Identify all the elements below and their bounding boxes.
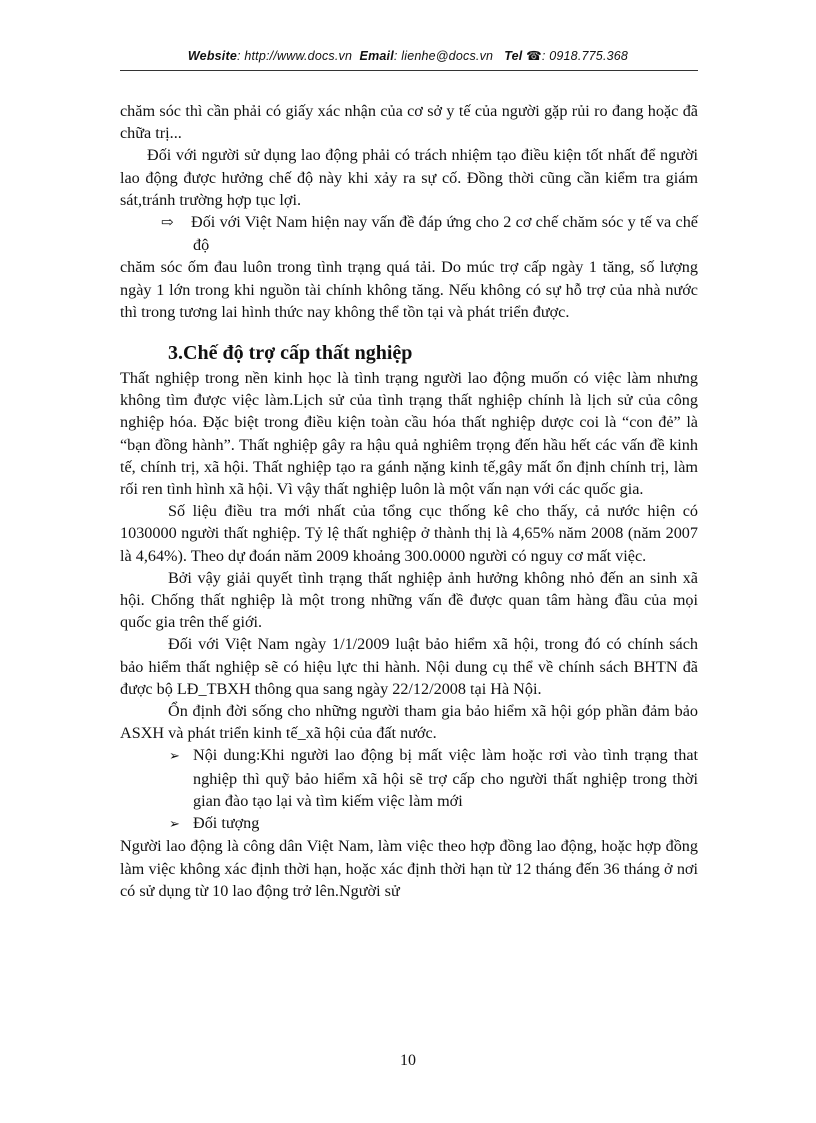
paragraph-2: Đối với người sử dụng lao động phải có trách nhiệm tạo điều kiện tốt nhất để người lao động được hưởng chế độ này khi xảy ra sự cố. Đồng thời cũng cần kiểm tra giám sát,tránh trường hợp tục lợi. bbox=[120, 146, 698, 209]
paragraph-8: Đối với Việt Nam ngày 1/1/2009 luật bảo hiểm xã hội, trong đó có chính sách bảo hiểm thất nghiệp sẽ có hiệu lực thi hành. Nội dung cụ thể về chính sách BHTN đã được bộ LĐ_TBXH thông qua sang ngày 22/12/2008 tại Hà Nội. bbox=[120, 635, 698, 698]
bullet-arrow-icon: ➢ bbox=[169, 816, 180, 832]
paragraph-6: Số liệu điều tra mới nhất của tổng cục thống kê cho thấy, cả nước hiện có 1030000 người thất nghiệp. Tỷ lệ thất nghiệp ở thành thị là 4,65% năm 2008 (năm 2007 là 4,64%). Theo dự đoán năm 2009 khoảng 300.0000 người có nguy cơ mất việc. bbox=[120, 502, 698, 565]
paragraph-1: chăm sóc thì cần phải có giấy xác nhận của cơ sở y tế của người gặp rủi ro đang hoặc đã chữa trị... bbox=[120, 102, 698, 143]
bullet-item-text: Đối tượng bbox=[193, 814, 260, 833]
email-label: Email bbox=[359, 49, 394, 63]
paragraph-9: Ổn định đời sống cho những người tham gia bảo hiểm xã hội góp phần đảm bảo ASXH và phát triển kinh tế_xã hội của đất nước. bbox=[120, 702, 698, 743]
tel-value: : 0918.775.368 bbox=[541, 49, 629, 63]
header-divider bbox=[120, 70, 698, 71]
website-label: Website bbox=[187, 49, 237, 63]
bullet-arrow-icon: ➢ bbox=[169, 748, 180, 764]
arrow-right-icon: ⇨ bbox=[161, 215, 174, 232]
paragraph-4: chăm sóc ốm đau luôn trong tình trạng quá tải. Do múc trợ cấp ngày 1 tăng, số lượng ngày 1 lớn trong khi nguồn tài chính không tăng. Nếu không có sự hỗ trợ của nhà nước thì trong tương lai hình thức nay không thể tồn tại và phát triển được. bbox=[120, 258, 698, 321]
page-header bbox=[0, 48, 816, 63]
phone-icon: ☎ bbox=[526, 49, 542, 63]
email-value: : lienhe@docs.vn bbox=[393, 49, 494, 63]
website-value: : http://www.docs.vn bbox=[237, 49, 353, 63]
bullet-item-subjects bbox=[120, 812, 698, 835]
paragraph-10: Người lao động là công dân Việt Nam, làm việc theo hợp đồng lao động, hoặc hợp đồng làm việc không xác định thời hạn, hoặc xác định thời hạn từ 12 tháng đến 36 tháng ở nơi có sử dụng từ 10 lao động trở lên.Người sử bbox=[120, 837, 698, 900]
bullet-item-text: Nội dung:Khi người lao động bị mất việc làm hoặc rơi vào tình trạng that nghiệp thì quỹ bảo hiểm xã hội sẽ trợ cấp cho người thất nghiệp trong thời gian đào tạo lại và tìm kiếm việc làm mới bbox=[193, 746, 698, 810]
tel-label: Tel bbox=[504, 49, 523, 63]
arrow-list-item bbox=[120, 211, 698, 256]
bullet-item-content bbox=[120, 744, 698, 812]
page-number: 10 bbox=[400, 1052, 416, 1069]
document-body bbox=[120, 100, 698, 902]
section-heading: 3.Chế độ trợ cấp thất nghiệp bbox=[168, 342, 413, 365]
paragraph-7: Bởi vậy giải quyết tình trạng thất nghiệp ảnh hưởng không nhỏ đến an sinh xã hội. Chống thất nghiệp là một trong những vấn đề được quan tâm hàng đầu của mọi quốc gia trên thế giới. bbox=[120, 568, 698, 632]
paragraph-5: Thất nghiệp trong nền kinh học là tình trạng người lao động muốn có việc làm nhưng không tìm được việc làm.Lịch sử của tình trạng thất nghiệp chính là lịch sử của công nghiệp hóa. Đặc biệt trong điều kiện toàn cầu hóa thất nghiệp dược coi là “con đẻ” là “bạn đồng hành”. Thất nghiệp gây ra hậu quả nghiêm trọng đến hầu hết các vấn đề kinh tế, chính trị, xã hội. Thất nghiệp tạo ra gánh nặng kinh tế,gây mất ổn định chính trị, làm rối ren tình hình xã hội. Vì vậy thất nghiệp luôn là một vấn nạn với các quốc gia. bbox=[120, 369, 698, 499]
arrow-item-text: Đối với Việt Nam hiện nay vấn đề đáp ứng cho 2 cơ chế chăm sóc y tế va chế độ bbox=[191, 213, 698, 255]
